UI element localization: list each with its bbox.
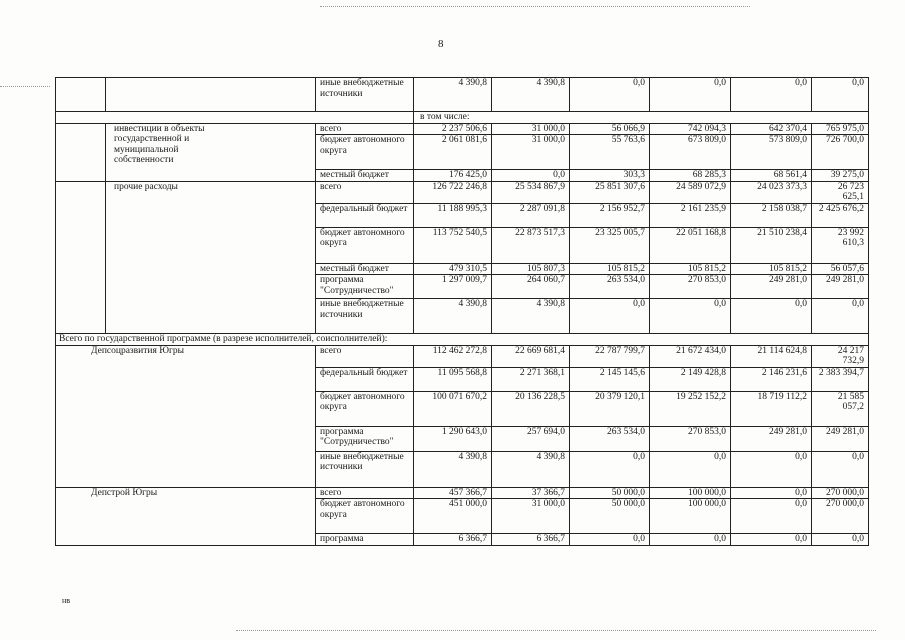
value-cell: 2 145 145,6 xyxy=(570,367,650,391)
value-cell: 25 534 867,9 xyxy=(492,181,570,203)
program-total-heading: Всего по государственной программе (в разрезе исполнителей, соисполнителей): xyxy=(56,334,869,346)
executor-name: Депсоцразвития Югры xyxy=(56,345,316,487)
scan-artifact-line xyxy=(0,86,50,87)
value-cell: 0,0 xyxy=(570,78,650,112)
subsection-label: в том числе: xyxy=(414,112,869,124)
value-cell: 4 390,8 xyxy=(492,299,570,334)
value-cell: 1 290 643,0 xyxy=(414,426,492,451)
value-cell: 31 000,0 xyxy=(492,123,570,135)
value-cell: 0,0 xyxy=(812,451,869,487)
funding-source: местный бюджет xyxy=(316,170,414,182)
value-cell: 126 722 246,8 xyxy=(414,181,492,203)
value-cell: 263 534,0 xyxy=(570,275,650,299)
value-cell: 2 161 235,9 xyxy=(650,203,731,227)
value-cell: 0,0 xyxy=(570,534,650,546)
funding-source: местный бюджет xyxy=(316,263,414,275)
table-row xyxy=(56,112,869,124)
value-cell: 2 287 091,8 xyxy=(492,203,570,227)
value-cell: 100 000,0 xyxy=(650,499,731,534)
value-cell: 1 297 009,7 xyxy=(414,275,492,299)
value-cell: 2 383 394,7 xyxy=(812,367,869,391)
value-cell: 2 237 506,6 xyxy=(414,123,492,135)
funding-source: федеральный бюджет xyxy=(316,203,414,227)
scan-artifact-line xyxy=(320,6,750,7)
value-cell: 457 366,7 xyxy=(414,487,492,499)
value-cell: 105 815,2 xyxy=(731,263,812,275)
value-cell: 19 252 152,2 xyxy=(650,391,731,426)
value-cell: 37 366,7 xyxy=(492,487,570,499)
empty-cell xyxy=(56,78,106,112)
value-cell: 451 000,0 xyxy=(414,499,492,534)
value-cell: 270 853,0 xyxy=(650,275,731,299)
value-cell: 0,0 xyxy=(650,78,731,112)
expense-category: прочие расходы xyxy=(106,181,316,334)
footer-mark: нв xyxy=(62,596,71,605)
value-cell: 2 146 231,6 xyxy=(731,367,812,391)
funding-source: всего xyxy=(316,345,414,367)
table-row xyxy=(56,334,869,346)
page-number: 8 xyxy=(438,38,444,50)
value-cell: 11 188 995,3 xyxy=(414,203,492,227)
value-cell: 112 462 272,8 xyxy=(414,345,492,367)
scan-artifact-line xyxy=(236,630,876,631)
value-cell: 24 589 072,9 xyxy=(650,181,731,203)
value-cell: 31 000,0 xyxy=(492,499,570,534)
value-cell: 4 390,8 xyxy=(414,451,492,487)
funding-source: бюджет автономного округа xyxy=(316,391,414,426)
value-cell: 26 723 625,1 xyxy=(812,181,869,203)
funding-source: программа xyxy=(316,534,414,546)
value-cell: 68 561,4 xyxy=(731,170,812,182)
value-cell: 4 390,8 xyxy=(492,451,570,487)
funding-source: иные внебюджетные источники xyxy=(316,299,414,334)
budget-table-wrap xyxy=(55,77,869,546)
funding-source: всего xyxy=(316,123,414,135)
value-cell: 23 325 005,7 xyxy=(570,227,650,263)
value-cell: 21 585 057,2 xyxy=(812,391,869,426)
value-cell: 0,0 xyxy=(731,534,812,546)
value-cell: 4 390,8 xyxy=(414,78,492,112)
value-cell: 4 390,8 xyxy=(492,78,570,112)
value-cell: 257 694,0 xyxy=(492,426,570,451)
value-cell: 55 763,6 xyxy=(570,135,650,170)
funding-source: бюджет автономного округа xyxy=(316,499,414,534)
value-cell: 479 310,5 xyxy=(414,263,492,275)
value-cell: 270 853,0 xyxy=(650,426,731,451)
expense-category: инвестиции в объекты государственной и муниципальной собственности xyxy=(106,123,316,181)
value-cell: 249 281,0 xyxy=(812,426,869,451)
value-cell: 20 136 228,5 xyxy=(492,391,570,426)
value-cell: 249 281,0 xyxy=(812,275,869,299)
value-cell: 105 807,3 xyxy=(492,263,570,275)
value-cell: 0,0 xyxy=(731,299,812,334)
value-cell: 0,0 xyxy=(570,299,650,334)
value-cell: 11 095 568,8 xyxy=(414,367,492,391)
value-cell: 6 366,7 xyxy=(414,534,492,546)
value-cell: 642 370,4 xyxy=(731,123,812,135)
funding-source: всего xyxy=(316,181,414,203)
table-row xyxy=(56,345,869,367)
value-cell: 68 285,3 xyxy=(650,170,731,182)
value-cell: 56 066,9 xyxy=(570,123,650,135)
empty-cell xyxy=(106,78,316,112)
value-cell: 270 000,0 xyxy=(812,487,869,499)
value-cell: 22 051 168,8 xyxy=(650,227,731,263)
executor-name: Депстрой Югры xyxy=(56,487,316,546)
value-cell: 0,0 xyxy=(731,499,812,534)
value-cell: 31 000,0 xyxy=(492,135,570,170)
value-cell: 0,0 xyxy=(731,451,812,487)
value-cell: 22 787 799,7 xyxy=(570,345,650,367)
funding-source: бюджет автономного округа xyxy=(316,227,414,263)
value-cell: 0,0 xyxy=(731,487,812,499)
table-row xyxy=(56,123,869,135)
value-cell: 0,0 xyxy=(731,78,812,112)
funding-source: программа "Сотрудничество" xyxy=(316,275,414,299)
value-cell: 303,3 xyxy=(570,170,650,182)
value-cell: 56 057,6 xyxy=(812,263,869,275)
value-cell: 673 809,0 xyxy=(650,135,731,170)
value-cell: 6 366,7 xyxy=(492,534,570,546)
funding-source: программа "Сотрудничество" xyxy=(316,426,414,451)
value-cell: 726 700,0 xyxy=(812,135,869,170)
value-cell: 50 000,0 xyxy=(570,499,650,534)
value-cell: 25 851 307,6 xyxy=(570,181,650,203)
value-cell: 2 158 038,7 xyxy=(731,203,812,227)
value-cell: 21 672 434,0 xyxy=(650,345,731,367)
value-cell: 21 510 238,4 xyxy=(731,227,812,263)
value-cell: 18 719 112,2 xyxy=(731,391,812,426)
value-cell: 0,0 xyxy=(812,299,869,334)
value-cell: 0,0 xyxy=(570,451,650,487)
value-cell: 0,0 xyxy=(650,299,731,334)
value-cell: 0,0 xyxy=(492,170,570,182)
funding-source: федеральный бюджет xyxy=(316,367,414,391)
value-cell: 2 271 368,1 xyxy=(492,367,570,391)
value-cell: 264 060,7 xyxy=(492,275,570,299)
funding-source: иные внебюджетные источники xyxy=(316,451,414,487)
value-cell: 100 000,0 xyxy=(650,487,731,499)
value-cell: 24 023 373,3 xyxy=(731,181,812,203)
value-cell: 21 114 624,8 xyxy=(731,345,812,367)
value-cell: 0,0 xyxy=(650,451,731,487)
funding-source: иные внебюджетные источники xyxy=(316,78,414,112)
value-cell: 20 379 120,1 xyxy=(570,391,650,426)
table-row xyxy=(56,78,869,112)
value-cell: 39 275,0 xyxy=(812,170,869,182)
value-cell: 2 149 428,8 xyxy=(650,367,731,391)
value-cell: 100 071 670,2 xyxy=(414,391,492,426)
budget-table xyxy=(55,77,869,546)
value-cell: 573 809,0 xyxy=(731,135,812,170)
empty-cell xyxy=(56,123,106,181)
value-cell: 0,0 xyxy=(650,534,731,546)
value-cell: 2 061 081,6 xyxy=(414,135,492,170)
empty-cell xyxy=(56,181,106,334)
value-cell: 113 752 540,5 xyxy=(414,227,492,263)
value-cell: 0,0 xyxy=(812,78,869,112)
value-cell: 263 534,0 xyxy=(570,426,650,451)
value-cell: 23 992 610,3 xyxy=(812,227,869,263)
value-cell: 105 815,2 xyxy=(570,263,650,275)
value-cell: 249 281,0 xyxy=(731,426,812,451)
value-cell: 22 873 517,3 xyxy=(492,227,570,263)
funding-source: бюджет автономного округа xyxy=(316,135,414,170)
value-cell: 22 669 681,4 xyxy=(492,345,570,367)
empty-cell xyxy=(56,112,414,124)
table-row xyxy=(56,181,869,203)
value-cell: 0,0 xyxy=(812,534,869,546)
value-cell: 2 425 676,2 xyxy=(812,203,869,227)
value-cell: 105 815,2 xyxy=(650,263,731,275)
value-cell: 176 425,0 xyxy=(414,170,492,182)
value-cell: 742 094,3 xyxy=(650,123,731,135)
value-cell: 4 390,8 xyxy=(414,299,492,334)
value-cell: 270 000,0 xyxy=(812,499,869,534)
value-cell: 765 975,0 xyxy=(812,123,869,135)
funding-source: всего xyxy=(316,487,414,499)
value-cell: 2 156 952,7 xyxy=(570,203,650,227)
value-cell: 24 217 732,9 xyxy=(812,345,869,367)
value-cell: 249 281,0 xyxy=(731,275,812,299)
value-cell: 50 000,0 xyxy=(570,487,650,499)
table-row xyxy=(56,487,869,499)
